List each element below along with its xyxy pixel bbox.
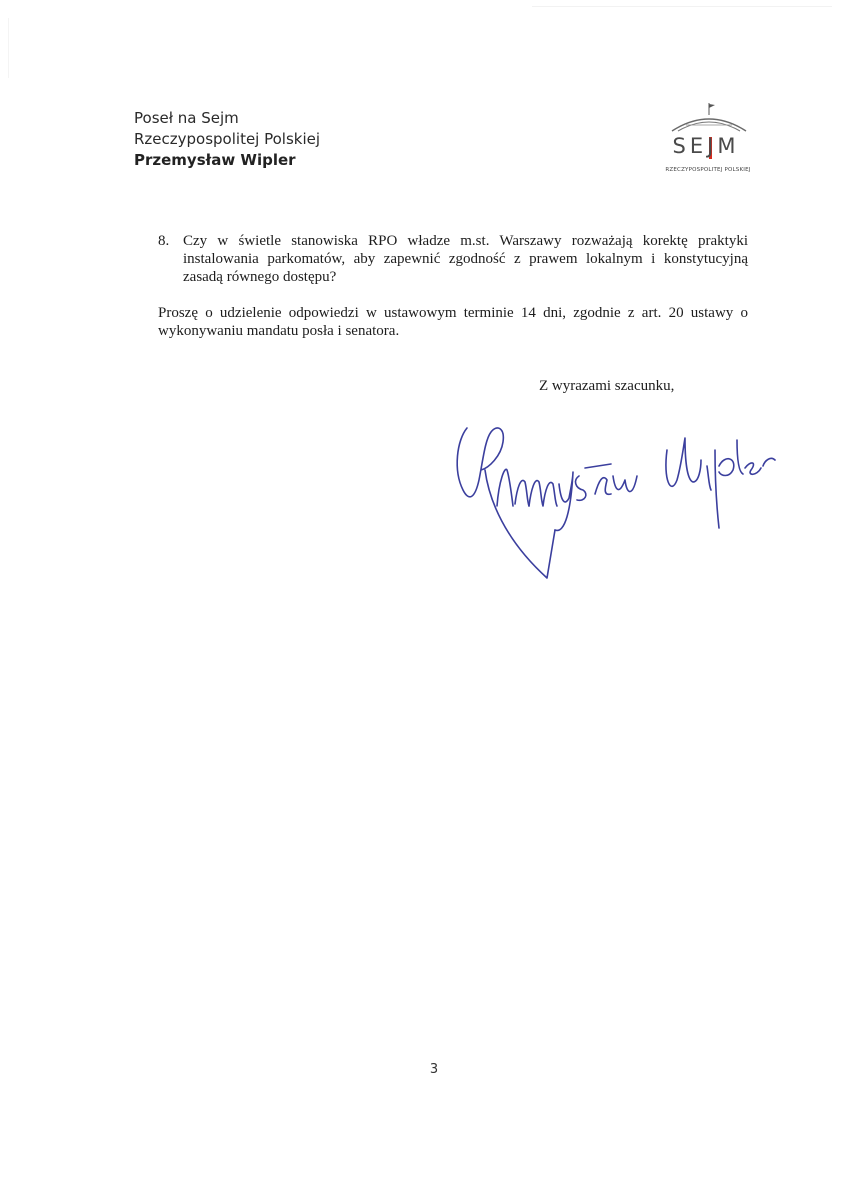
handwritten-signature — [445, 410, 795, 585]
letterhead-name: Przemysław Wipler — [134, 151, 296, 169]
page-number: 3 — [429, 1062, 439, 1077]
letterhead — [134, 108, 320, 171]
question-text: Czy w świetle stanowiska RPO władze m.st. Warszawy rozważają korektę praktyki instalowania parkomatów, aby zapewnić zgodność z prawem lokalnym i konstytucyjną zasadą równego dostępu? — [183, 233, 748, 285]
scan-edge — [8, 18, 9, 78]
letterhead-title: Poseł na Sejm — [134, 109, 239, 127]
sejm-logo-text: SEJM — [672, 134, 740, 158]
signature-icon — [445, 410, 795, 585]
sejm-logo-subtitle: RZECZYPOSPOLITEJ POLSKIEJ — [665, 167, 751, 173]
request-paragraph: Proszę o udzielenie odpowiedzi w ustawowym terminie 14 dni, zgodnie z art. 20 ustawy o wykonywaniu mandatu posła i senatora. — [158, 305, 748, 339]
closing-salutation: Z wyrazami szacunku, — [539, 378, 675, 394]
letterhead-country: Rzeczypospolitej Polskiej — [134, 130, 321, 148]
question-number: 8. — [158, 233, 170, 249]
scan-edge — [532, 6, 832, 7]
sejm-logo — [656, 101, 756, 181]
